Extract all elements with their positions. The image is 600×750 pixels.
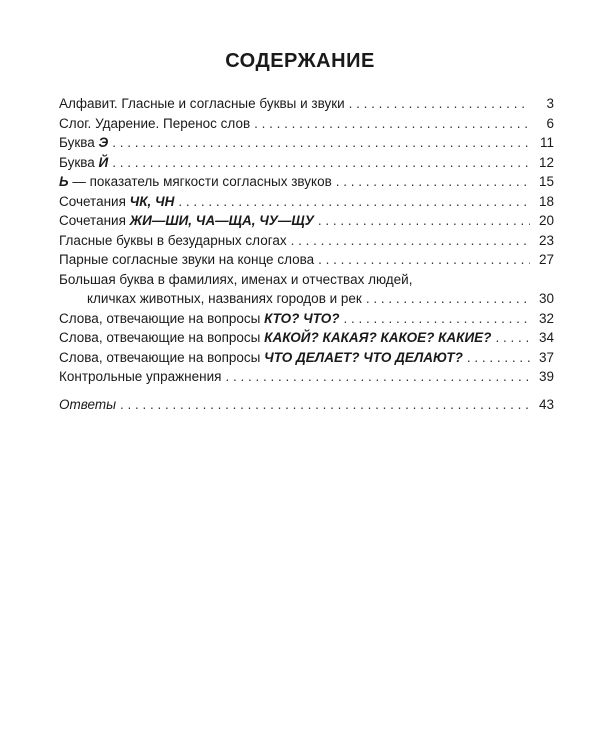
dot-leader [291,231,530,251]
toc-entry-label: Контрольные упражнения [59,369,222,384]
toc-entry-capital-letter-cont[interactable] [59,289,554,309]
toc-page-number: 32 [538,310,554,326]
toc-entry-label: Слова, отвечающие на вопросы КТО? ЧТО? [59,310,340,326]
toc-page-number: 27 [538,252,554,267]
toc-page-number: 39 [538,369,554,384]
toc-entry-letter-y[interactable] [59,153,554,173]
table-of-contents [59,94,554,414]
toc-entry-label: Сочетания ЖИ—ШИ, ЧА—ЩА, ЧУ—ЩУ [59,213,314,228]
toc-page-number: 12 [538,154,554,170]
toc-entry-label: Буква Э [59,135,109,150]
toc-entry-label: Парные согласные звуки на конце слова [59,252,315,267]
toc-page-number: 18 [538,193,554,209]
toc-entry-who-what[interactable] [59,309,554,329]
toc-entry-syllable[interactable] [59,114,554,134]
dot-leader [318,250,530,270]
toc-page-number: 20 [538,213,554,228]
toc-entry-label: Слова, отвечающие на вопросы КАКОЙ? КАКАЯ? КАКОЕ? КАКИЕ? [59,330,492,345]
dot-leader [120,395,530,415]
toc-entry-soft-sign[interactable] [59,172,554,192]
toc-page-number: 37 [538,349,554,365]
toc-page-number: 30 [538,291,554,306]
toc-entry-label: Сочетания ЧК, ЧН [59,193,175,209]
dot-leader [336,172,530,192]
dot-leader [112,133,530,153]
toc-entry-letter-e[interactable] [59,133,554,153]
toc-entry-answers[interactable] [59,395,554,415]
toc-page-number: 43 [538,396,554,412]
dot-leader [225,367,530,387]
toc-entry-capital-letter[interactable] [59,270,554,290]
toc-entry-label: Буква Й [59,154,109,170]
toc-entry-label: Ответы [59,396,117,412]
toc-page-number: 11 [539,135,554,150]
toc-page-number: 6 [546,115,554,131]
toc-page-number: 34 [538,330,554,345]
dot-leader [318,211,530,231]
page-title: СОДЕРЖАНИЕ [225,50,375,72]
dot-leader [112,153,530,173]
dot-leader [495,328,530,348]
section-gap [59,387,554,395]
toc-entry-unstressed-vowels[interactable] [59,231,554,251]
toc-entry-label: Слова, отвечающие на вопросы ЧТО ДЕЛАЕТ? ЧТО ДЕЛАЮТ? [59,349,463,365]
toc-entry-label: Алфавит. Гласные и согласные буквы и звуки [59,96,345,111]
dot-leader [366,289,530,309]
toc-entry-label: Ь — показатель мягкости согласных звуков [59,174,332,189]
dot-leader [178,192,530,212]
toc-entry-which[interactable] [59,328,554,348]
dot-leader [254,114,530,134]
dot-leader [467,348,530,368]
toc-entry-what-does[interactable] [59,348,554,368]
toc-page-number: 23 [538,232,554,248]
toc-entry-zhi-shi[interactable] [59,211,554,231]
toc-entry-control-exercises[interactable] [59,367,554,387]
toc-entry-label: Большая буква в фамилиях, именах и отчествах людей, [59,271,413,287]
toc-entry-alphabet[interactable] [59,94,554,114]
toc-entry-label: кличках животных, названиях городов и рек [87,291,362,306]
toc-entry-label: Слог. Ударение. Перенос слов [59,115,251,131]
toc-entry-paired-consonants[interactable] [59,250,554,270]
dot-leader [344,309,530,329]
toc-page-number: 15 [538,174,554,189]
toc-page-number: 3 [546,96,554,111]
toc-entry-label: Гласные буквы в безударных слогах [59,232,287,248]
toc-entry-chk-chn[interactable] [59,192,554,212]
dot-leader [349,94,530,114]
